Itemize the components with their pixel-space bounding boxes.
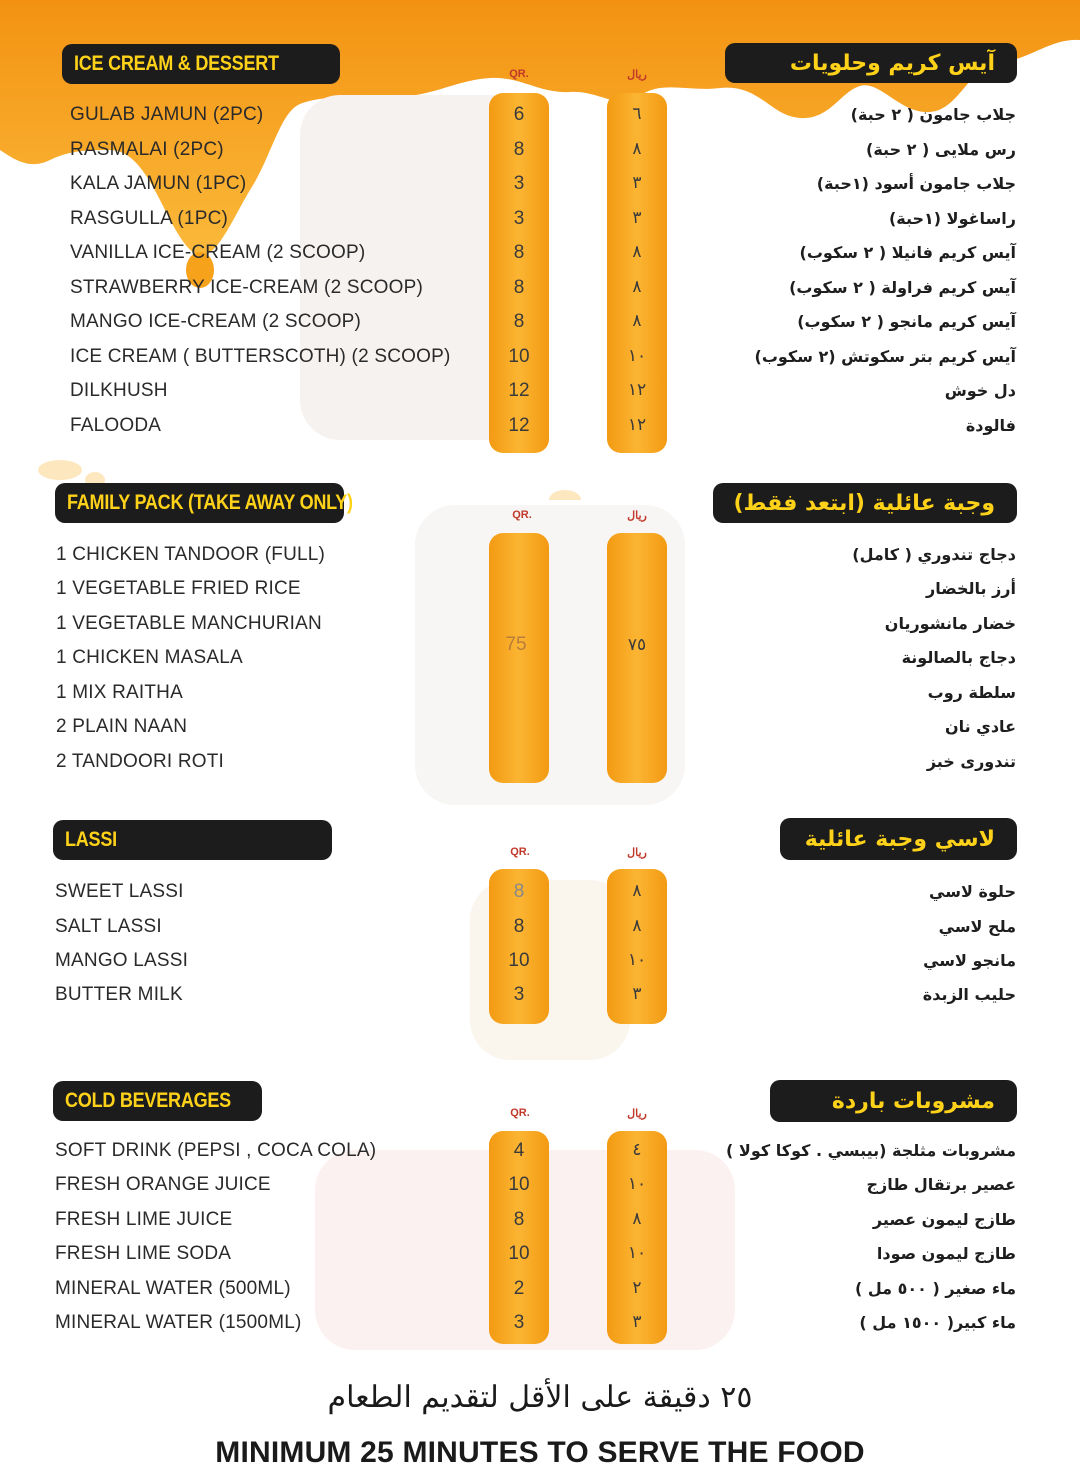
currency-label-riyal: ريال: [627, 510, 647, 522]
item-name-ar: آيس كريم فراولة ( ٢ سكوب): [789, 278, 1016, 297]
item-name-en: SALT LASSI: [55, 916, 162, 937]
item-name-ar: دجاج تندوري ( كامل): [852, 545, 1016, 564]
item-price-qr: 10: [508, 1243, 530, 1264]
item-name-ar: عادي نان: [944, 717, 1016, 736]
item-price-qr: 8: [513, 916, 525, 937]
item-price-qr: 3: [513, 173, 525, 194]
item-name-en: SWEET LASSI: [55, 881, 184, 902]
item-name-en: FRESH LIME SODA: [55, 1243, 232, 1264]
item-price-qr: 4: [513, 1140, 525, 1161]
item-price-qr: 8: [513, 277, 525, 298]
currency-label-qr: QR.: [509, 68, 529, 80]
item-name-ar: حلوة لاسي: [929, 882, 1016, 901]
item-price-riyal: ١٢: [627, 380, 647, 400]
item-name-ar: راساغولا (١حبة): [888, 209, 1016, 228]
item-name-ar: حليب الزبدة: [922, 985, 1016, 1004]
item-name-en: FALOODA: [70, 415, 162, 436]
item-name-en: 1 VEGETABLE FRIED RICE: [56, 578, 301, 599]
item-price-qr: 6: [513, 104, 525, 125]
currency-label-riyal: ريال: [627, 1108, 647, 1120]
item-name-ar: مشروبات مثلجة (بيبسي . كوكا كولا ): [726, 1141, 1016, 1160]
item-name-ar: عصير برتقال طازج: [866, 1175, 1016, 1194]
section-title-en: ICE CREAM & DESSERT: [62, 44, 340, 84]
item-name-ar: جلاب جامون أسود (١حبة): [816, 174, 1016, 193]
currency-label-riyal: ريال: [627, 847, 647, 859]
item-name-ar: فالودة: [965, 416, 1016, 435]
item-price-qr: 12: [508, 380, 530, 401]
item-name-en: STRAWBERRY ICE-CREAM (2 SCOOP): [70, 277, 423, 298]
item-name-ar: جلاب جامون ( ٢ حبة): [850, 105, 1016, 124]
footer-note-ar: ٢٥ دقيقة على الأقل لتقديم الطعام: [327, 1380, 753, 1415]
item-name-ar: أرز بالخضار: [925, 579, 1016, 598]
item-name-en: 1 VEGETABLE MANCHURIAN: [56, 613, 322, 634]
item-price-riyal: ٨: [632, 277, 642, 297]
currency-label-qr: QR.: [510, 846, 530, 858]
item-name-en: GULAB JAMUN (2PC): [70, 104, 264, 125]
item-name-ar: خضار مانشوريان: [884, 614, 1016, 633]
item-price-riyal: ٨: [632, 311, 642, 331]
item-price-riyal: ١٠: [627, 1243, 647, 1263]
item-name-en: FRESH ORANGE JUICE: [55, 1174, 271, 1195]
item-price-riyal: ٣: [632, 984, 642, 1004]
item-name-ar: طازج ليمون عصير: [872, 1210, 1016, 1229]
item-price-qr: 3: [513, 208, 525, 229]
item-name-ar: ماء كبير( ١٥٠٠ مل ): [859, 1313, 1016, 1332]
item-price-riyal: ٨: [632, 916, 642, 936]
currency-label-qr: QR.: [510, 1107, 530, 1119]
item-price-riyal: ٨: [632, 881, 642, 901]
item-name-ar: ماء صغير ( ٥٠٠ مل ): [854, 1279, 1016, 1298]
pack-price-riyal: ٧٥: [627, 635, 647, 655]
item-name-en: 1 MIX RAITHA: [56, 682, 183, 703]
item-price-riyal: ١٠: [627, 950, 647, 970]
item-name-ar: طازج ليمون صودا: [876, 1244, 1016, 1263]
item-name-ar: آيس كريم مانجو ( ٢ سكوب): [797, 312, 1016, 331]
item-price-riyal: ٨: [632, 139, 642, 159]
item-name-ar: مانجو لاسي: [923, 951, 1016, 970]
item-name-ar: دل خوش: [944, 381, 1016, 400]
item-price-qr: 8: [513, 1209, 525, 1230]
section-title-ar: مشروبات باردة: [770, 1080, 1017, 1122]
item-name-en: MINERAL WATER (1500ML): [55, 1312, 302, 1333]
item-price-qr: 8: [513, 881, 525, 902]
item-name-ar: رس ملايى ( ٢ حبة): [866, 140, 1016, 159]
item-price-riyal: ٣: [632, 208, 642, 228]
footer-note-en: MINIMUM 25 MINUTES TO SERVE THE FOOD: [215, 1436, 865, 1469]
item-price-riyal: ٤: [632, 1140, 642, 1160]
item-name-ar: ملح لاسي: [938, 917, 1016, 936]
item-price-riyal: ٨: [632, 1209, 642, 1229]
item-price-riyal: ٣: [632, 173, 642, 193]
item-price-qr: 10: [508, 346, 530, 367]
item-price-riyal: ١٠: [627, 1174, 647, 1194]
item-name-en: MANGO LASSI: [55, 950, 189, 971]
currency-label-qr: QR.: [512, 509, 532, 521]
item-name-en: 2 TANDOORI ROTI: [56, 751, 225, 772]
item-name-ar: آيس كريم بتر سكوتش (٢ سكوب): [754, 347, 1016, 366]
section-title-ar: وجبة عائلية (ابتعد فقط): [713, 483, 1017, 523]
section-title-en: FAMILY PACK (TAKE AWAY ONLY): [55, 483, 344, 523]
item-name-en: SOFT DRINK (PEPSI , COCA COLA): [55, 1140, 377, 1161]
item-name-en: VANILLA ICE-CREAM (2 SCOOP): [70, 242, 366, 263]
pack-price-qr: 75: [505, 634, 527, 655]
price-column-qr: [489, 533, 549, 783]
item-price-qr: 8: [513, 311, 525, 332]
item-name-en: RASMALAI (2PC): [70, 139, 224, 160]
item-price-riyal: ١٠: [627, 346, 647, 366]
item-price-riyal: ٢: [632, 1278, 642, 1298]
item-name-ar: دجاج بالصالونة: [901, 648, 1016, 667]
item-price-qr: 2: [513, 1278, 525, 1299]
item-price-riyal: ١٢: [627, 415, 647, 435]
item-name-en: RASGULLA (1PC): [70, 208, 229, 229]
currency-label-riyal: ريال: [627, 69, 647, 81]
section-title-en: LASSI: [53, 820, 332, 860]
section-title-ar: آيس كريم وحلويات: [725, 43, 1017, 83]
item-name-en: KALA JAMUN (1PC): [70, 173, 247, 194]
item-name-en: FRESH LIME JUICE: [55, 1209, 233, 1230]
item-name-en: 1 CHICKEN MASALA: [56, 647, 243, 668]
item-name-en: BUTTER MILK: [55, 984, 183, 1005]
item-price-riyal: ٣: [632, 1312, 642, 1332]
section-title-en: COLD BEVERAGES: [53, 1081, 262, 1121]
item-name-en: MINERAL WATER (500ML): [55, 1278, 291, 1299]
item-price-qr: 3: [513, 1312, 525, 1333]
item-price-qr: 10: [508, 1174, 530, 1195]
item-name-en: 2 PLAIN NAAN: [56, 716, 188, 737]
item-name-en: DILKHUSH: [70, 380, 168, 401]
item-price-riyal: ٨: [632, 242, 642, 262]
item-name-ar: تندورى خبز: [926, 752, 1016, 771]
price-column-riyal: [607, 533, 667, 783]
item-name-ar: آيس كريم فانيلا ( ٢ سكوب): [799, 243, 1016, 262]
section-title-ar: لاسي وجبة عائلية: [780, 818, 1017, 860]
item-name-en: MANGO ICE-CREAM (2 SCOOP): [70, 311, 362, 332]
item-name-ar: سلطة روب: [927, 683, 1016, 702]
item-price-riyal: ٦: [632, 104, 642, 124]
item-price-qr: 8: [513, 242, 525, 263]
item-price-qr: 10: [508, 950, 530, 971]
item-price-qr: 3: [513, 984, 525, 1005]
item-name-en: 1 CHICKEN TANDOOR (FULL): [56, 544, 326, 565]
item-price-qr: 12: [508, 415, 530, 436]
item-price-qr: 8: [513, 139, 525, 160]
item-name-en: ICE CREAM ( BUTTERSCOTH) (2 SCOOP): [70, 346, 451, 367]
